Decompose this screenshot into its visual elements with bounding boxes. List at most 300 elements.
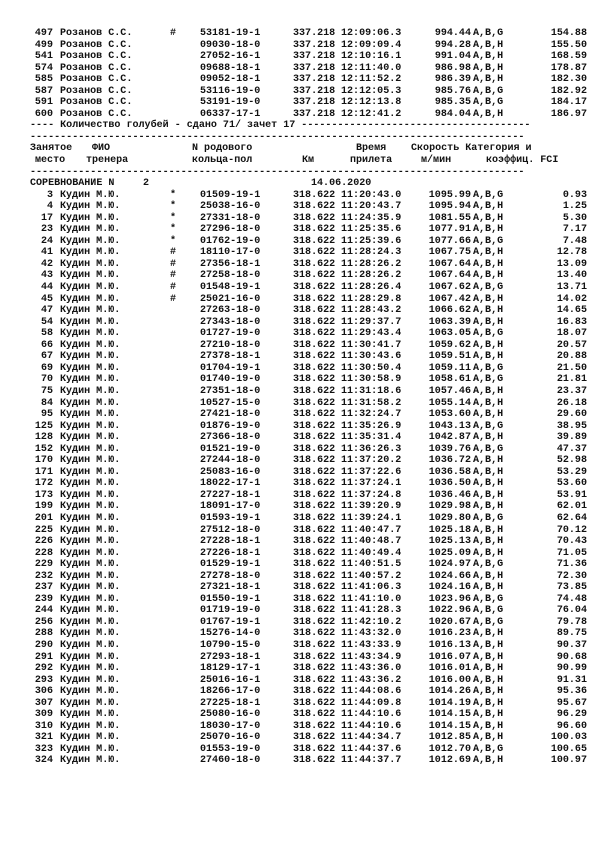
cell-name: Кудин М.Ю. — [60, 397, 121, 409]
cell-km: 318.622 — [293, 362, 336, 374]
cell-fci: 62.64 — [556, 512, 587, 524]
cell-fci: 21.50 — [556, 362, 587, 374]
cell-fci: 184.17 — [550, 97, 587, 109]
cell-place: 84 — [40, 397, 53, 409]
table-row — [30, 628, 587, 640]
cell-time: 12:10:16.1 — [341, 51, 402, 63]
cell-km: 337.218 — [293, 39, 336, 51]
cell-ring: 27321-18-1 — [200, 582, 261, 594]
table-row — [30, 28, 587, 40]
table-row — [30, 466, 587, 479]
cell-km: 318.622 — [293, 674, 336, 686]
cell-fci: 90.68 — [556, 651, 587, 663]
cell-speed: 1042.87 — [428, 432, 471, 444]
cell-ring: 53116-19-0 — [200, 85, 261, 97]
cell-time: 11:43:36.0 — [341, 663, 402, 675]
cell-km: 337.218 — [293, 62, 336, 74]
cell-fci: 90.99 — [556, 663, 587, 675]
cell-fci: 96.29 — [556, 709, 587, 721]
cell-speed: 1057.46 — [428, 385, 471, 397]
competition-number: 2 — [143, 178, 150, 190]
cell-fci: 39.89 — [556, 432, 587, 444]
cell-speed: 1025.13 — [428, 536, 471, 548]
cell-ring: 27226-18-1 — [200, 547, 261, 559]
cell-place: 95 — [40, 409, 53, 421]
table-row — [30, 512, 587, 525]
cell-speed: 1063.05 — [428, 328, 471, 340]
cell-cat: A,B,G — [473, 362, 504, 374]
cell-cat: A,B,G — [473, 374, 504, 386]
cell-cat: A,B,H — [473, 536, 504, 548]
cell-fci: 71.36 — [556, 559, 587, 571]
cell-time: 11:40:49.4 — [341, 547, 402, 559]
cell-name: Кудин М.Ю. — [60, 351, 121, 363]
cell-km: 318.622 — [293, 628, 336, 640]
table-row — [30, 743, 587, 756]
cell-ring: 01529-19-1 — [200, 559, 261, 571]
cell-ring: 27293-18-1 — [200, 651, 261, 663]
table-row — [30, 51, 587, 63]
cell-km: 318.622 — [293, 639, 336, 651]
cell-cat: A,B,H — [473, 709, 504, 721]
cell-name: Кудин М.Ю. — [60, 316, 121, 328]
cell-time: 11:40:47.7 — [341, 524, 402, 536]
cell-speed: 1067.62 — [428, 282, 471, 294]
cell-cat: A,B,H — [473, 466, 504, 478]
cell-cat: A,B,G — [473, 420, 504, 432]
table-header-row-2 — [30, 155, 559, 167]
separator-line-2 — [30, 166, 525, 179]
cell-speed: 985.35 — [434, 97, 471, 109]
cell-ring: 10527-15-0 — [200, 397, 261, 409]
cell-speed: 1059.62 — [428, 339, 471, 351]
table-row — [30, 270, 587, 282]
cell-speed: 1036.50 — [428, 478, 471, 490]
cell-ring: 27356-18-1 — [200, 258, 261, 270]
cell-ring: 01548-19-1 — [200, 282, 261, 294]
cell-km: 337.218 — [293, 74, 336, 86]
cell-flag: * — [170, 212, 177, 224]
cell-speed: 1059.51 — [428, 351, 471, 363]
cell-ring: 01593-19-1 — [200, 512, 261, 524]
cell-place: 310 — [34, 720, 53, 732]
table-row — [30, 536, 587, 548]
cell-time: 11:44:37.7 — [341, 755, 402, 767]
cell-ring: 27263-18-0 — [200, 305, 261, 317]
cell-fci: 90.37 — [556, 639, 587, 651]
cell-fci: 53.29 — [556, 466, 587, 478]
cell-km: 318.622 — [293, 720, 336, 732]
cell-fci: 12.78 — [556, 247, 587, 259]
table-row — [30, 351, 587, 363]
cell-name: Розанов С.С. — [60, 97, 133, 109]
cell-name: Кудин М.Ю. — [60, 189, 121, 201]
cell-cat: A,B,H — [473, 489, 504, 501]
cell-fci: 70.43 — [556, 536, 587, 548]
cell-cat: A,B,G — [473, 605, 504, 617]
table-row — [30, 282, 587, 294]
table-row — [30, 258, 587, 271]
cell-fci: 53.91 — [556, 489, 587, 501]
cell-name: Кудин М.Ю. — [60, 247, 121, 259]
cell-km: 318.622 — [293, 432, 336, 444]
cell-time: 11:40:51.5 — [341, 559, 402, 571]
cell-fci: 74.48 — [556, 593, 587, 605]
cell-name: Кудин М.Ю. — [60, 547, 121, 559]
cell-km: 318.622 — [293, 420, 336, 432]
cell-name: Кудин М.Ю. — [60, 628, 121, 640]
table-row — [30, 108, 587, 121]
table-row — [30, 720, 587, 733]
cell-ring: 01762-19-0 — [200, 235, 261, 247]
header-time-sub: прилета — [350, 155, 393, 167]
cell-flag: # — [170, 293, 177, 305]
cell-ring: 27460-18-0 — [200, 755, 261, 767]
cell-fci: 154.88 — [550, 28, 587, 39]
table-row — [30, 39, 587, 52]
header-place-sub: место — [35, 155, 66, 167]
cell-fci: 100.65 — [550, 743, 587, 755]
cell-name: Кудин М.Ю. — [60, 478, 121, 490]
cell-cat: A,B,H — [473, 305, 504, 317]
cell-cat: A,B,H — [473, 62, 504, 74]
cell-km: 318.622 — [293, 351, 336, 363]
cell-place: 171 — [34, 466, 53, 478]
cell-place: 170 — [34, 455, 53, 467]
table-row — [30, 339, 587, 352]
table-row — [30, 709, 587, 721]
cell-km: 318.622 — [293, 616, 336, 628]
cell-km: 318.622 — [293, 478, 336, 490]
cell-time: 11:40:48.7 — [341, 536, 402, 548]
cell-fci: 91.31 — [556, 674, 587, 686]
cell-km: 318.622 — [293, 235, 336, 247]
cell-place: 309 — [34, 709, 53, 721]
cell-ring: 15276-14-0 — [200, 628, 261, 640]
cell-ring: 06337-17-1 — [200, 108, 261, 120]
cell-ring: 01550-19-1 — [200, 593, 261, 605]
header-km: Км — [302, 155, 315, 167]
cell-name: Кудин М.Ю. — [60, 432, 121, 444]
cell-cat: A,B,G — [473, 189, 504, 201]
cell-time: 11:28:29.8 — [341, 293, 402, 305]
cell-time: 11:42:10.2 — [341, 616, 402, 628]
cell-km: 337.218 — [293, 51, 336, 63]
cell-km: 318.622 — [293, 189, 336, 201]
cell-name: Розанов С.С. — [60, 51, 133, 63]
cell-ring: 01509-19-1 — [200, 189, 261, 201]
cell-ring: 27227-18-1 — [200, 489, 261, 501]
cell-ring: 27296-18-0 — [200, 224, 261, 236]
cell-name: Розанов С.С. — [60, 74, 133, 86]
cell-name: Кудин М.Ю. — [60, 686, 121, 698]
cell-place: 239 — [34, 593, 53, 605]
cell-ring: 09052-18-1 — [200, 74, 261, 86]
cell-name: Кудин М.Ю. — [60, 362, 121, 374]
cell-place: 290 — [34, 639, 53, 651]
cell-speed: 1095.94 — [428, 201, 471, 213]
cell-km: 318.622 — [293, 559, 336, 571]
cell-place: 574 — [34, 62, 53, 74]
cell-ring: 25080-16-0 — [200, 709, 261, 721]
cell-km: 337.218 — [293, 85, 336, 97]
cell-place: 47 — [40, 305, 53, 317]
cell-time: 11:41:06.3 — [341, 582, 402, 594]
cell-cat: A,B,H — [473, 755, 504, 767]
header-speed-sub: м/мин — [421, 155, 452, 167]
cell-cat: A,B,H — [473, 351, 504, 363]
table-row — [30, 328, 587, 340]
table-row — [30, 501, 587, 513]
cell-speed: 994.44 — [434, 28, 471, 39]
cell-time: 11:28:43.2 — [341, 305, 402, 317]
cell-cat: A,B,H — [473, 247, 504, 259]
cell-speed: 1014.15 — [428, 720, 471, 732]
table-row — [30, 547, 587, 560]
cell-name: Кудин М.Ю. — [60, 489, 121, 501]
cell-name: Кудин М.Ю. — [60, 224, 121, 236]
cell-cat: A,B,H — [473, 524, 504, 536]
cell-ring: 27278-18-0 — [200, 570, 261, 582]
cell-km: 318.622 — [293, 443, 336, 455]
cell-fci: 62.01 — [556, 501, 587, 513]
table-row — [30, 616, 587, 629]
cell-fci: 100.03 — [550, 732, 587, 744]
cell-km: 318.622 — [293, 224, 336, 236]
cell-fci: 47.37 — [556, 443, 587, 455]
cell-time: 11:24:35.9 — [341, 212, 402, 224]
cell-place: 541 — [34, 51, 53, 63]
cell-place: 67 — [40, 351, 53, 363]
cell-speed: 1039.76 — [428, 443, 471, 455]
cell-name: Розанов С.С. — [60, 62, 133, 74]
cell-time: 11:20:43.7 — [341, 201, 402, 213]
cell-fci: 186.97 — [550, 108, 587, 120]
competition-date: 14.06.2020 — [311, 178, 372, 190]
cell-fci: 20.57 — [556, 339, 587, 351]
table-row — [30, 397, 587, 410]
cell-time: 11:37:20.2 — [341, 455, 402, 467]
cell-fci: 168.59 — [550, 51, 587, 63]
cell-speed: 1016.23 — [428, 628, 471, 640]
table-row — [30, 201, 587, 213]
cell-name: Кудин М.Ю. — [60, 616, 121, 628]
cell-name: Кудин М.Ю. — [60, 536, 121, 548]
cell-speed: 1077.66 — [428, 235, 471, 247]
cell-speed: 1025.18 — [428, 524, 471, 536]
cell-speed: 1043.13 — [428, 420, 471, 432]
cell-km: 337.218 — [293, 97, 336, 109]
cell-speed: 1012.70 — [428, 743, 471, 755]
table-row — [30, 443, 587, 456]
table-row — [30, 189, 587, 202]
cell-cat: A,B,G — [473, 559, 504, 571]
table-header-row-1 — [30, 143, 532, 155]
cell-fci: 53.60 — [556, 478, 587, 490]
cell-time: 11:43:36.2 — [341, 674, 402, 686]
cell-time: 11:39:20.9 — [341, 501, 402, 513]
cell-cat: A,B,G — [473, 743, 504, 755]
cell-time: 11:44:34.7 — [341, 732, 402, 744]
cell-cat: A,B,H — [473, 108, 504, 120]
cell-ring: 25038-16-0 — [200, 201, 261, 213]
cell-ring: 01553-19-0 — [200, 743, 261, 755]
table-row — [30, 582, 587, 594]
cell-name: Кудин М.Ю. — [60, 697, 121, 709]
cell-km: 318.622 — [293, 686, 336, 698]
cell-cat: A,B,H — [473, 316, 504, 328]
cell-time: 11:28:26.2 — [341, 270, 402, 282]
cell-fci: 0.93 — [562, 189, 587, 201]
cell-ring: 25083-16-0 — [200, 466, 261, 478]
cell-fci: 7.48 — [562, 235, 587, 247]
cell-time: 11:41:10.0 — [341, 593, 402, 605]
cell-cat: A,B,H — [473, 639, 504, 651]
cell-km: 318.622 — [293, 582, 336, 594]
cell-ring: 18110-17-0 — [200, 247, 261, 259]
cell-km: 318.622 — [293, 258, 336, 270]
cell-speed: 1024.97 — [428, 559, 471, 571]
cell-time: 11:43:34.9 — [341, 651, 402, 663]
summary-line — [30, 120, 531, 132]
cell-fci: 73.85 — [556, 582, 587, 594]
cell-km: 318.622 — [293, 697, 336, 709]
table-row — [30, 374, 587, 386]
cell-km: 318.622 — [293, 593, 336, 605]
cell-name: Кудин М.Ю. — [60, 282, 121, 294]
cell-place: 229 — [34, 559, 53, 571]
cell-place: 228 — [34, 547, 53, 559]
cell-place: 128 — [34, 432, 53, 444]
cell-cat: A,B,H — [473, 663, 504, 675]
cell-time: 11:44:10.6 — [341, 720, 402, 732]
cell-speed: 1012.85 — [428, 732, 471, 744]
cell-place: 17 — [40, 212, 53, 224]
cell-time: 11:43:32.0 — [341, 628, 402, 640]
cell-place: 293 — [34, 674, 53, 686]
cell-ring: 27351-18-0 — [200, 385, 261, 397]
cell-name: Розанов С.С. — [60, 28, 133, 39]
cell-place: 70 — [40, 374, 53, 386]
cell-name: Кудин М.Ю. — [60, 409, 121, 421]
cell-cat: A,B,G — [473, 512, 504, 524]
cell-km: 318.622 — [293, 663, 336, 675]
cell-place: 591 — [34, 97, 53, 109]
cell-cat: A,B,G — [473, 28, 504, 39]
cell-time: 12:12:13.8 — [341, 97, 402, 109]
cell-cat: A,B,H — [473, 397, 504, 409]
cell-flag: * — [170, 224, 177, 236]
table-row — [30, 697, 587, 710]
cell-speed: 1016.13 — [428, 639, 471, 651]
results-block — [30, 189, 587, 767]
cell-cat: A,B,H — [473, 651, 504, 663]
cell-place: 499 — [34, 39, 53, 51]
cell-time: 11:25:35.6 — [341, 224, 402, 236]
cell-km: 318.622 — [293, 755, 336, 767]
cell-place: 43 — [40, 270, 53, 282]
cell-time: 11:35:31.4 — [341, 432, 402, 444]
cell-place: 201 — [34, 512, 53, 524]
cell-ring: 09030-18-0 — [200, 39, 261, 51]
cell-time: 11:37:24.8 — [341, 489, 402, 501]
table-row — [30, 686, 587, 698]
cell-time: 11:44:10.6 — [341, 709, 402, 721]
cell-km: 318.622 — [293, 512, 336, 524]
cell-place: 42 — [40, 258, 53, 270]
cell-fci: 23.37 — [556, 385, 587, 397]
table-row — [30, 570, 587, 583]
cell-name: Розанов С.С. — [60, 85, 133, 97]
separator-text-2: ---------------------------------------------------------------------------------- — [30, 166, 525, 178]
cell-name: Розанов С.С. — [60, 108, 133, 120]
cell-name: Кудин М.Ю. — [60, 674, 121, 686]
cell-time: 11:30:43.6 — [341, 351, 402, 363]
cell-ring: 18091-17-0 — [200, 501, 261, 513]
cell-km: 318.622 — [293, 605, 336, 617]
cell-fci: 95.67 — [556, 697, 587, 709]
table-row — [30, 224, 587, 236]
cell-ring: 53191-19-0 — [200, 97, 261, 109]
table-row — [30, 559, 587, 571]
cell-time: 11:20:43.0 — [341, 189, 402, 201]
cell-time: 11:44:08.6 — [341, 686, 402, 698]
cell-km: 318.622 — [293, 328, 336, 340]
cell-fci: 38.95 — [556, 420, 587, 432]
cell-ring: 27228-18-1 — [200, 536, 261, 548]
cell-place: 585 — [34, 74, 53, 86]
cell-speed: 1081.55 — [428, 212, 471, 224]
table-row — [30, 478, 587, 490]
cell-ring: 27225-18-1 — [200, 697, 261, 709]
cell-place: 232 — [34, 570, 53, 582]
cell-speed: 984.04 — [434, 108, 471, 120]
cell-name: Кудин М.Ю. — [60, 385, 121, 397]
cell-speed: 1022.96 — [428, 605, 471, 617]
cell-speed: 1067.64 — [428, 270, 471, 282]
cell-cat: A,B,H — [473, 501, 504, 513]
cell-name: Кудин М.Ю. — [60, 559, 121, 571]
cell-km: 318.622 — [293, 489, 336, 501]
cell-fci: 79.78 — [556, 616, 587, 628]
cell-name: Кудин М.Ю. — [60, 512, 121, 524]
cell-time: 12:11:40.0 — [341, 62, 402, 74]
cell-place: 24 — [40, 235, 53, 247]
cell-ring: 01719-19-0 — [200, 605, 261, 617]
cell-cat: A,B,H — [473, 212, 504, 224]
cell-ring: 18266-17-0 — [200, 686, 261, 698]
cell-place: 199 — [34, 501, 53, 513]
cell-km: 318.622 — [293, 305, 336, 317]
cell-time: 11:39:24.1 — [341, 512, 402, 524]
cell-fci: 70.12 — [556, 524, 587, 536]
cell-fci: 26.18 — [556, 397, 587, 409]
cell-place: 45 — [40, 293, 53, 305]
cell-place: 66 — [40, 339, 53, 351]
cell-speed: 1058.61 — [428, 374, 471, 386]
cell-time: 11:31:18.6 — [341, 385, 402, 397]
cell-ring: 09688-18-1 — [200, 62, 261, 74]
cell-cat: A,B,G — [473, 443, 504, 455]
cell-speed: 1020.67 — [428, 616, 471, 628]
cell-km: 318.622 — [293, 409, 336, 421]
cell-fci: 95.36 — [556, 686, 587, 698]
cell-fci: 7.17 — [562, 224, 587, 236]
cell-cat: A,B,H — [473, 686, 504, 698]
cell-cat: A,B,H — [473, 432, 504, 444]
cell-cat: A,B,H — [473, 697, 504, 709]
cell-place: 292 — [34, 663, 53, 675]
